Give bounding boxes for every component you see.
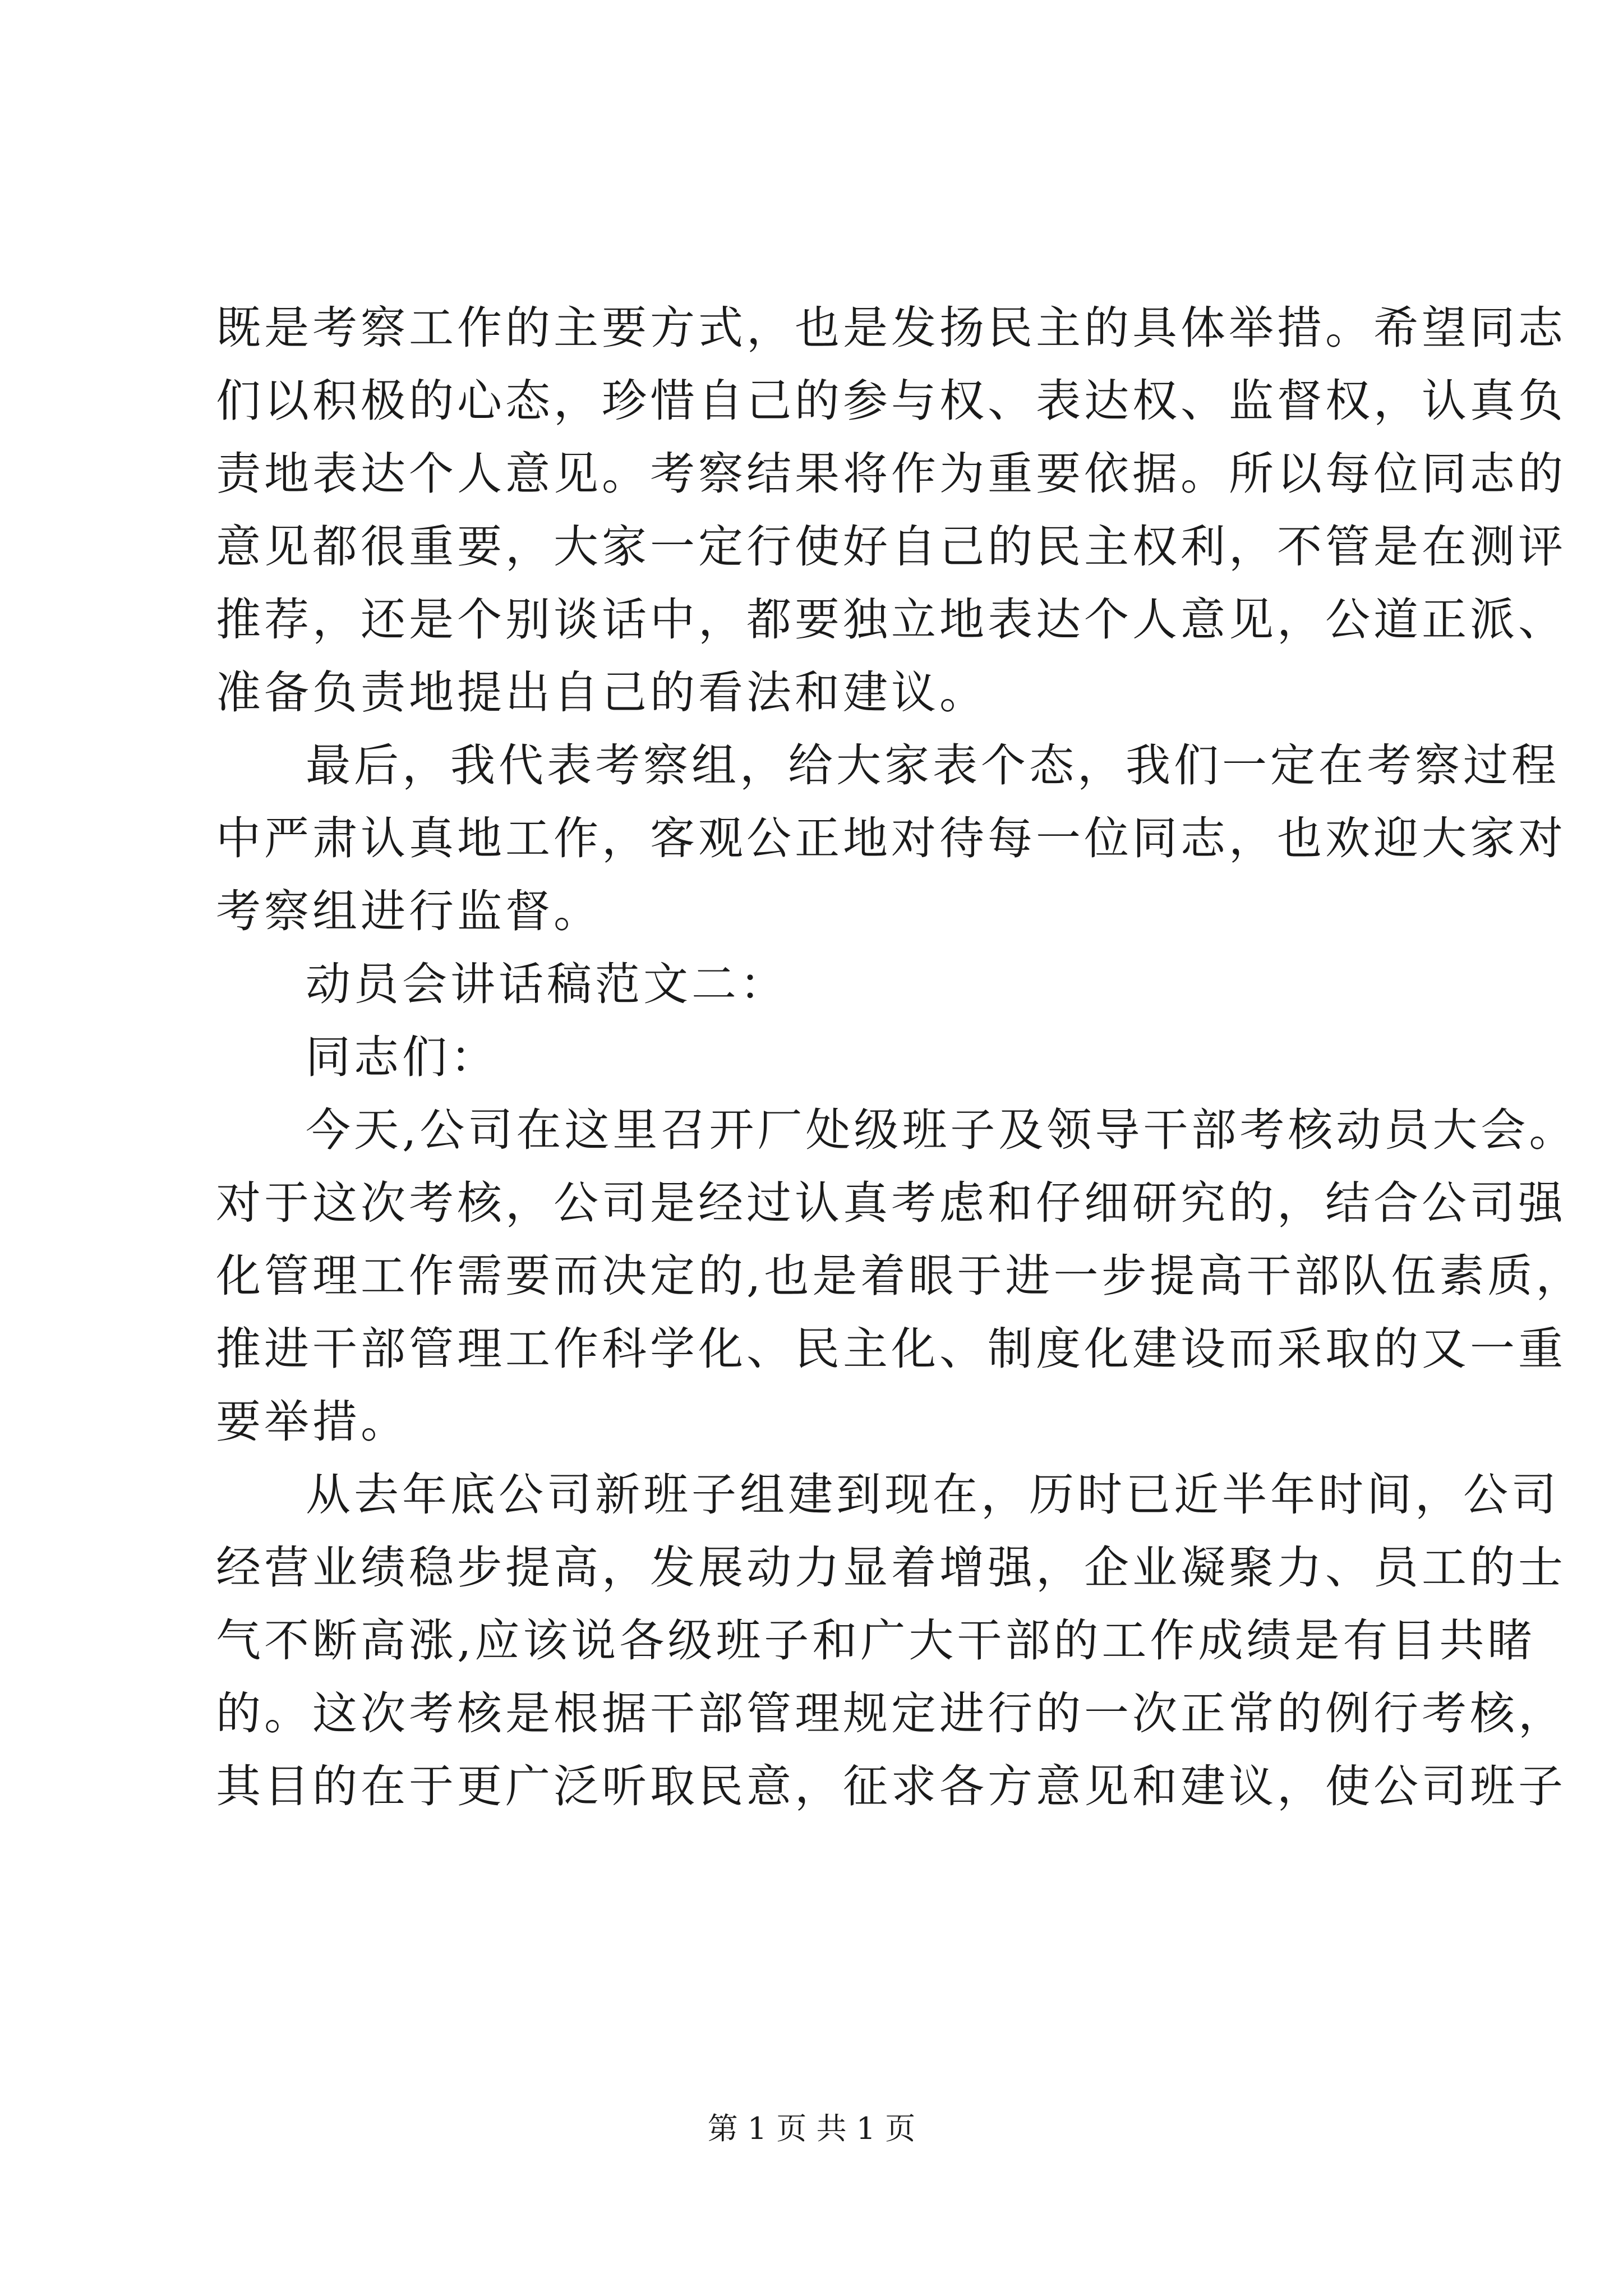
text-line: 考察组进行监督。 [216,885,602,937]
text-line: 意见都很重要，大家一定行使好自己的民主权利，不管是在测评 [216,521,1566,573]
text-line: 今天,公司在这里召开厂处级班子及领导干部考核动员大会。 [306,1104,1578,1156]
document-body [216,292,1584,1823]
text-line: 要举措。 [216,1396,409,1448]
salutation: 同志们： [306,1031,499,1083]
text-line: 责地表达个人意见。考察结果将作为重要依据。所以每位同志的 [216,448,1566,500]
text-line: 中严肃认真地工作，客观公正地对待每一位同志，也欢迎大家对 [216,812,1566,864]
text-line: 的。这次考核是根据干部管理规定进行的一次正常的例行考核， [216,1687,1566,1740]
text-line: 们以积极的心态，珍惜自己的参与权、表达权、监督权，认真负 [216,375,1566,427]
text-line: 经营业绩稳步提高，发展动力显着增强，企业凝聚力、员工的士 [216,1542,1566,1594]
text-line: 对于这次考核，公司是经过认真考虑和仔细研究的，结合公司强 [216,1177,1566,1229]
text-line: 其目的在于更广泛听取民意，征求各方意见和建议，使公司班子 [216,1760,1566,1812]
text-line: 化管理工作需要而决定的,也是着眼于进一步提高干部队伍素质， [216,1250,1584,1302]
section-heading: 动员会讲话稿范文二： [306,958,788,1010]
text-line: 最后，我代表考察组，给大家表个态，我们一定在考察过程 [306,739,1560,792]
page-footer: 第 1 页 共 1 页 [707,2111,916,2146]
text-line: 既是考察工作的主要方式，也是发扬民主的具体举措。希望同志 [216,302,1566,354]
text-line: 从去年底公司新班子组建到现在，历时已近半年时间，公司 [306,1469,1560,1521]
text-line: 准备负责地提出自己的看法和建议。 [216,666,988,719]
text-line: 气不断高涨,应该说各级班子和广大干部的工作成绩是有目共睹 [216,1614,1536,1667]
text-line: 推进干部管理工作科学化、民主化、制度化建设而采取的又一重 [216,1323,1566,1375]
text-line: 推荐，还是个别谈话中，都要独立地表达个人意见，公道正派、 [216,593,1566,646]
